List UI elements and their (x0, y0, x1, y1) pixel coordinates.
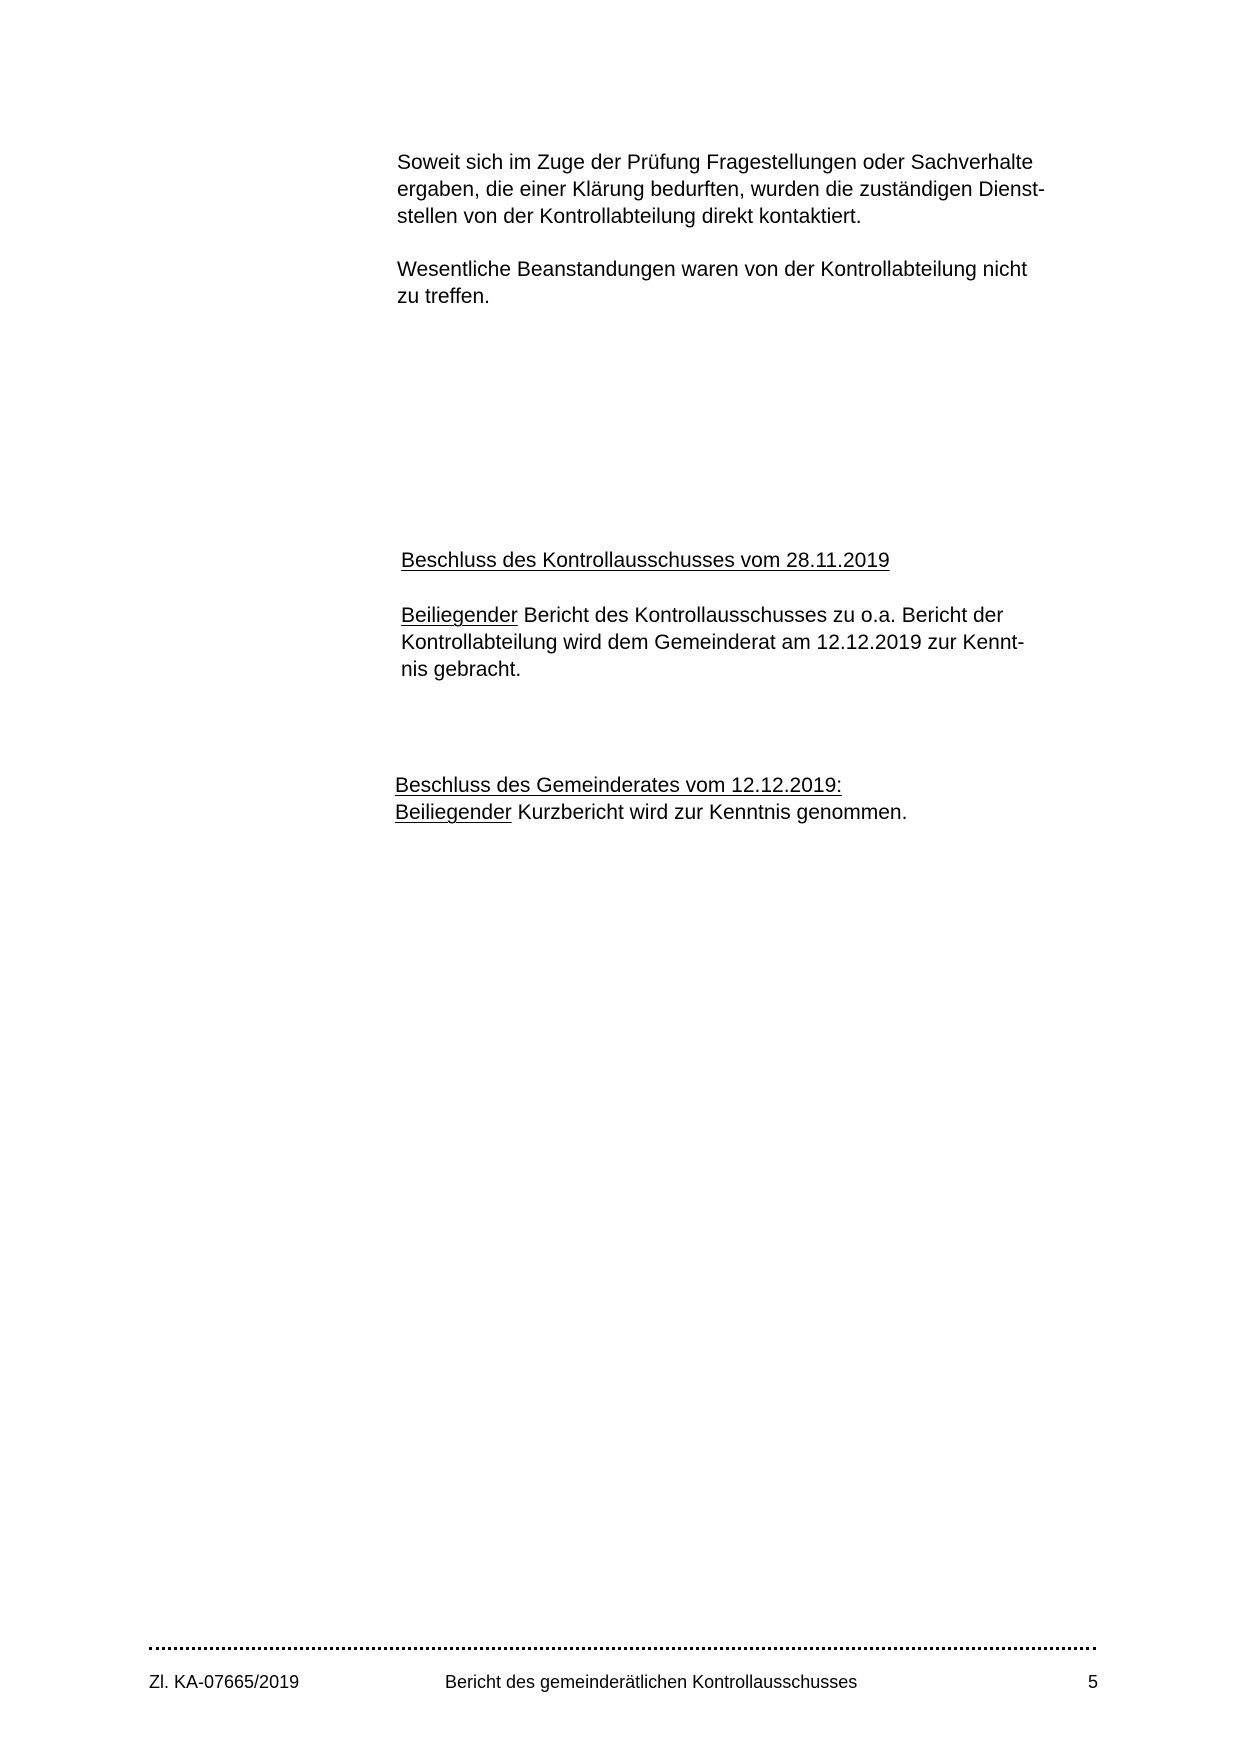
line-text: Kurzbericht wird zur Kenntnis genommen. (511, 801, 908, 824)
body-paragraph-2-line: Wesentliche Beanstandungen waren von der Kontrollabteilung nicht (397, 258, 1028, 281)
footer-page-number: 5 (1088, 1672, 1099, 1692)
control-committee-resolution-line: Kontrollabteilung wird dem Gemeinderat am 12.12.2019 zur Kennt- (401, 631, 1025, 654)
body-paragraph-1-line: ergaben, die einer Klärung bedurften, wurden die zuständigen Dienst- (397, 178, 1045, 201)
council-resolution-line (395, 799, 1115, 826)
control-committee-resolution-heading (401, 547, 1101, 574)
body-paragraph-1-line: stellen von der Kontrollabteilung direkt kontaktiert. (397, 205, 862, 228)
footer-document-title: Bericht des gemeinderätlichen Kontrollausschusses (445, 1672, 858, 1692)
control-committee-resolution-line: nis gebracht. (401, 658, 522, 681)
council-resolution-title: Beschluss des Gemeinderates vom 12.12.2019: (395, 774, 843, 797)
body-paragraph-1-line: Soweit sich im Zuge der Prüfung Fragestellungen oder Sachverhalte (397, 151, 1034, 174)
footer-reference-number: Zl. KA-07665/2019 (149, 1672, 300, 1692)
body-paragraph-2-line: zu treffen. (397, 285, 491, 308)
control-committee-resolution-line (401, 602, 1101, 629)
footer-dotted-rule (149, 1647, 1096, 1650)
line-text: Bericht des Kontrollausschusses zu o.a. Bericht der (517, 604, 1004, 627)
council-resolution (395, 772, 1115, 826)
control-committee-resolution-title: Beschluss des Kontrollausschusses vom 28.11.2019 (401, 549, 890, 572)
lead-word: Beiliegender (401, 604, 518, 627)
body-paragraph-1 (397, 149, 1118, 230)
body-paragraph-2 (397, 256, 1118, 310)
control-committee-resolution-body (401, 602, 1101, 683)
lead-word: Beiliegender (395, 801, 512, 824)
